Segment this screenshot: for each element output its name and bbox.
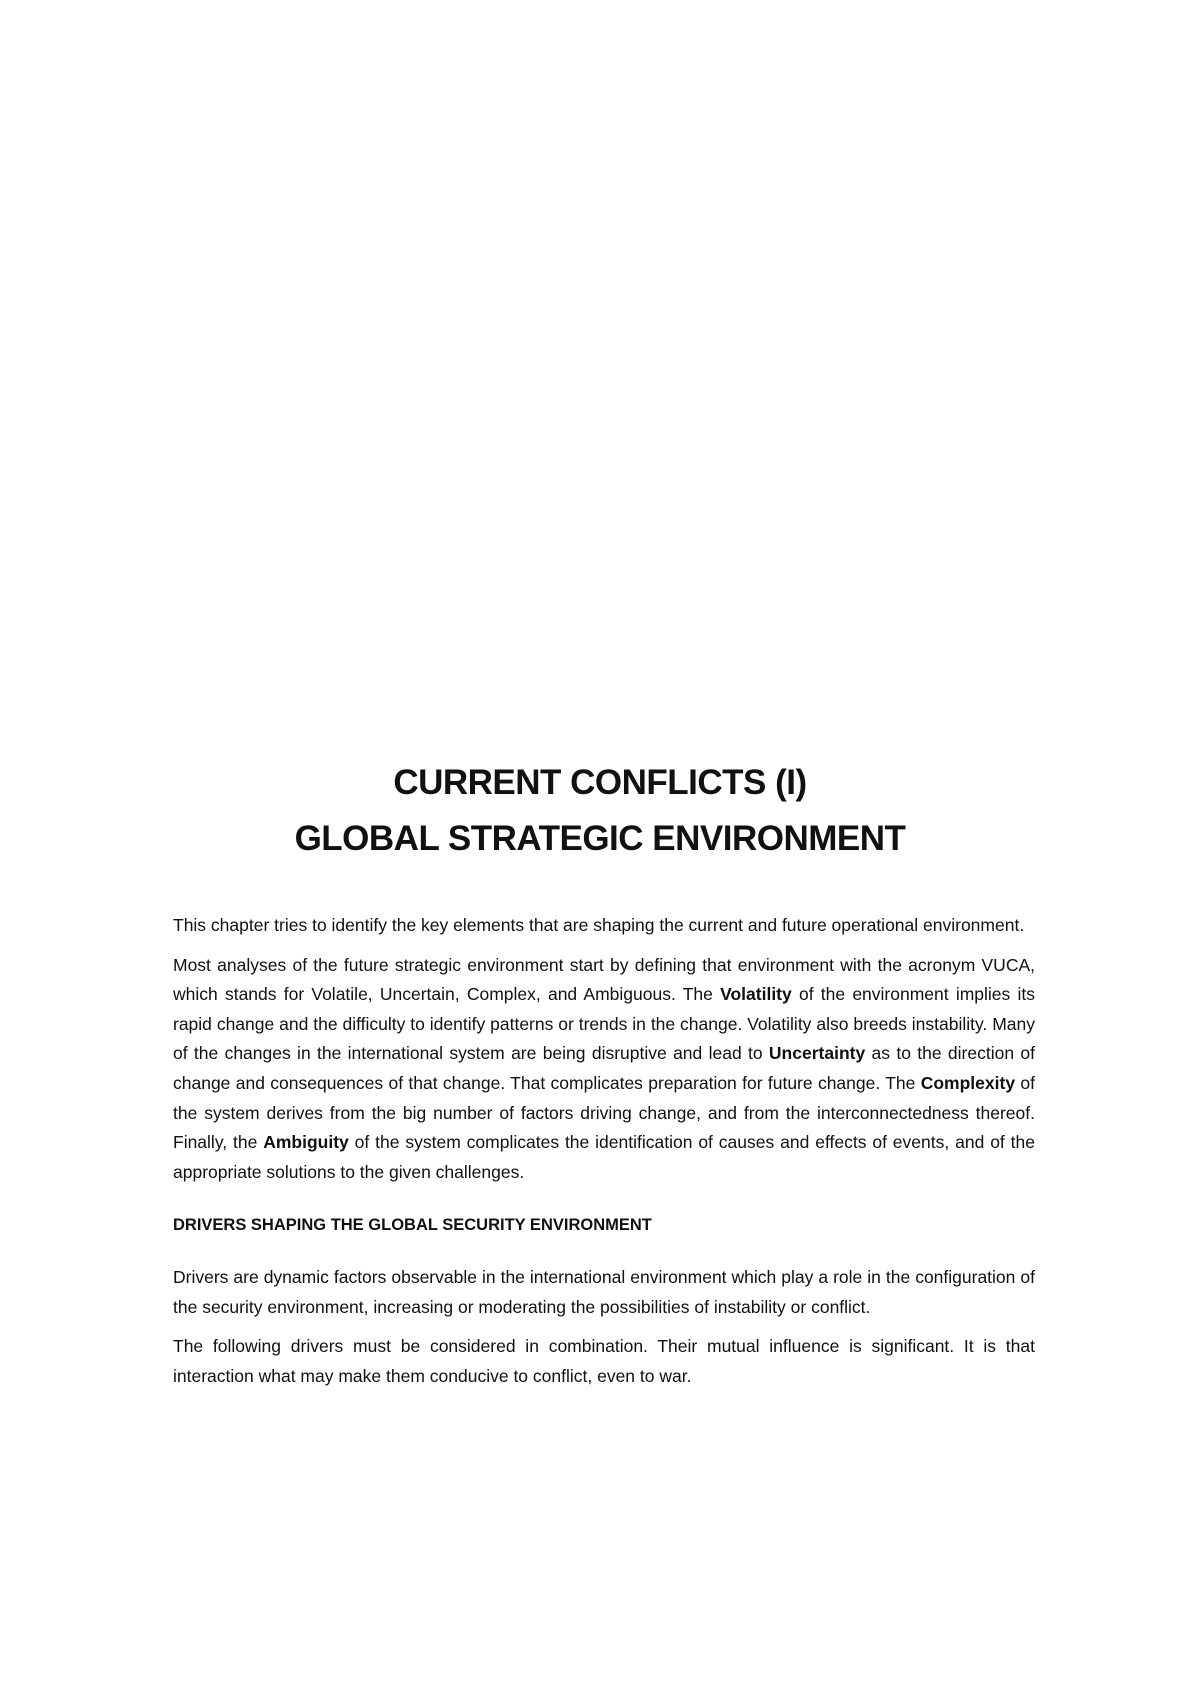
vuca-text-2: of the environment implies its rapid change and the difficulty to identify patterns or trends in the change. Volatility also breeds instability. Many of the changes in the international system are being disruptive and lead to (173, 984, 1035, 1064)
title-line-1: CURRENT CONFLICTS (I) (393, 763, 807, 802)
chapter-body (173, 911, 1035, 1401)
drivers-paragraph: Drivers are dynamic factors observable in the international environment which play a role in the configuration of the security environment, increasing or moderating the possibilities of instability or conflict. (173, 1266, 1035, 1317)
chapter-title (0, 755, 1200, 867)
vuca-text-1: Most analyses of the future strategic environment start by defining that environment with the acronym VUCA, which stands for Volatile, Uncertain, Complex, and Ambiguous. The (173, 954, 1035, 1005)
combination-paragraph: The following drivers must be considered in combination. Their mutual influence is significant. It is that interaction what may make them conducive to conflict, even to war. (173, 1336, 1035, 1386)
vuca-paragraph (173, 951, 1035, 1188)
section-heading: DRIVERS SHAPING THE GLOBAL SECURITY ENVIRONMENT (173, 1216, 652, 1235)
vuca-text-4: of the system derives from the big number of factors driving change, and from the interconnectedness thereof. Finally, the (173, 1072, 1035, 1153)
term-uncertainty: Uncertainty (768, 1043, 866, 1064)
term-volatility: Volatility (720, 984, 792, 1005)
intro-paragraph: This chapter tries to identify the key elements that are shaping the current and future operational environment. (173, 915, 1025, 935)
term-ambiguity: Ambiguity (263, 1132, 349, 1153)
title-line-2: GLOBAL STRATEGIC ENVIRONMENT (294, 819, 906, 858)
vuca-text-3: as to the direction of change and consequences of that change. That complicates preparation for future change. The (173, 1043, 1035, 1093)
vuca-text-5: of the system complicates the identification of causes and effects of events, and of the appropriate solutions to the given challenges. (173, 1132, 1035, 1182)
term-complexity: Complexity (920, 1072, 1016, 1093)
